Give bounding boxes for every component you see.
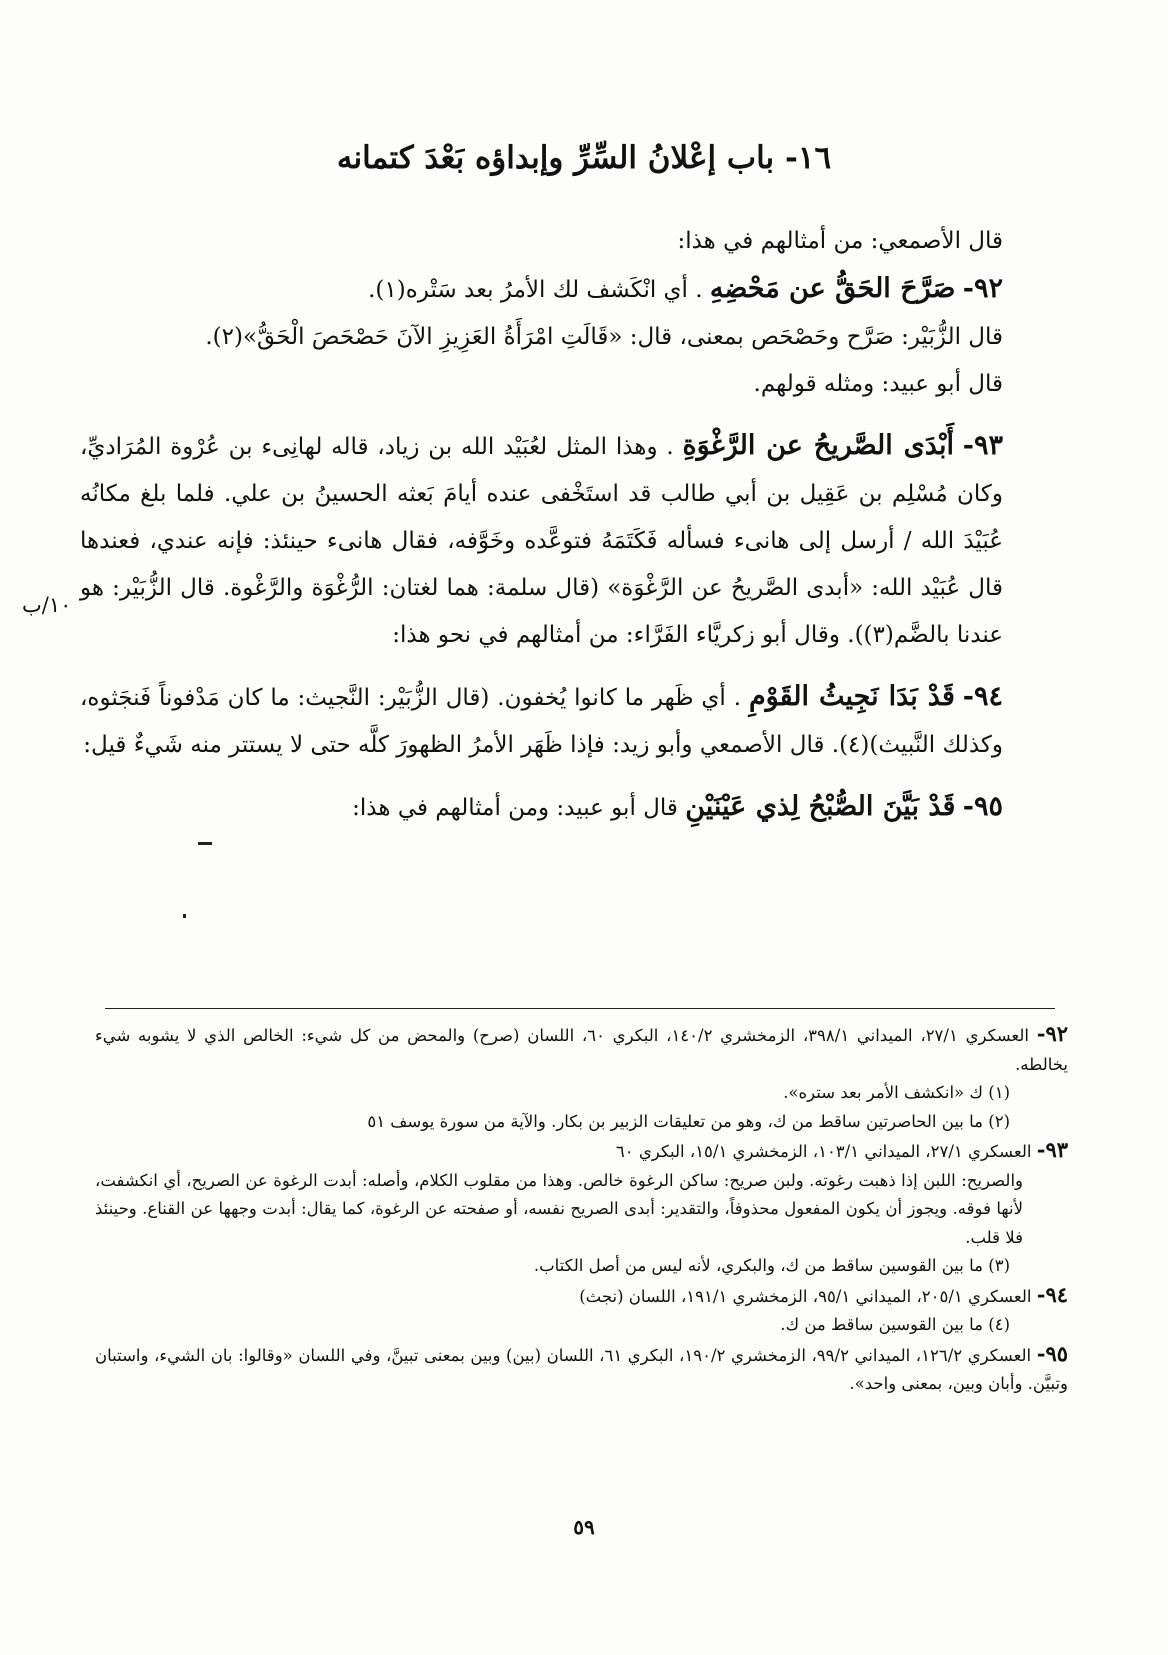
main-text bbox=[80, 218, 1003, 832]
note-93 bbox=[95, 1136, 1068, 1167]
footnotes bbox=[95, 1020, 1068, 1399]
note-93-3: (٣) ما بين القوسين ساقط من ك، والبكري، لأنه ليس من أصل الكتاب. bbox=[533, 1256, 1010, 1275]
note-93-body: والصريح: اللبن إذا ذهبت رغوته. ولبن صريح: ساكن الرغوة خالص. وهذا من مقلوب الكلام، وأصله: أبدت الرغوة عن الصريح، أي انكشفت، لأنها فوقه. ويجوز أن يكون المفعول محذوفاً، والتقدير: أبدى الصريح نفسه، أو صفحته عن الرغوة، كما يقال: أبدت وجهها عن القناع. وحينئذ فلا قلب. bbox=[95, 1170, 1023, 1247]
note-text: العسكري ٢٧/١، الميداني ٣٩٨/١، الزمخشري ١٤٠/٢، البكري ٦٠، اللسان (صرح) والمحض من كل شيء: الخالص الذي لا يشوبه شيء يخالطه. bbox=[95, 1026, 1068, 1074]
note-94 bbox=[95, 1281, 1068, 1312]
abu-ubayd-comment: قال أبو عبيد: ومثله قولهم. bbox=[753, 371, 1003, 397]
page-number: ٥٩ bbox=[573, 1515, 595, 1539]
note-text: العسكري ٢٠٥/١، الميداني ٩٥/١، الزمخشري ١٩١/١، اللسان (نجث) bbox=[579, 1286, 1032, 1306]
entry-text: . أي انْكَشف لك الأمرُ بعد سَتْره(١). bbox=[368, 277, 703, 303]
note-95 bbox=[95, 1340, 1068, 1399]
ink-mark bbox=[183, 914, 186, 918]
note-text: العسكري ١٢٦/٢، الميداني ٩٩/٢، الزمخشري ١٩٠/٢، البكري ٦١، اللسان (بين) وبين بمعنى تبينَّ، وفي اللسان «وقالوا: بان الشيء، واستبان وتبيَّن. وأبان وبين، بمعنى واحد». bbox=[95, 1345, 1068, 1393]
note-number: ٩٢- bbox=[1036, 1021, 1069, 1046]
entry-number: ٩٥- bbox=[962, 791, 1003, 822]
entry-text: قال أبو عبيد: ومن أمثالهم في هذا: bbox=[352, 795, 678, 821]
note-number: ٩٤- bbox=[1036, 1281, 1068, 1307]
entry-94 bbox=[80, 673, 1003, 769]
note-number: ٩٥- bbox=[1036, 1340, 1069, 1366]
proverb: أَبْدَى الصَّريحُ عن الرَّغْوَةِ bbox=[682, 430, 954, 461]
entry-number: ٩٣- bbox=[962, 430, 1004, 461]
entry-text: . أي ظَهر ما كانوا يُخفون. (قال الزُّبَيْر: النَّجيث: ما كان مَدْفوناً فَنجَثوه، وكذلك النَّبيث)(٤). قال الأصمعي وأبو زيد: فإذا ظَهَر الأمرُ الظهورَ كلَّه حتى لا يستتر منه شَيءٌ قيل: bbox=[80, 685, 1003, 758]
note-92-1: (١) ك «انكشف الأمر بعد ستره». bbox=[783, 1083, 1010, 1102]
chapter-title: ١٦- باب إعْلانُ السِّرِّ وإبداؤه بَعْدَ كتمانه bbox=[336, 140, 832, 176]
entry-93 bbox=[80, 422, 1003, 659]
ink-mark bbox=[198, 842, 212, 845]
note-text: العسكري ٢٧/١، الميداني ١٠٣/١، الزمخشري ١٥/١، البكري ٦٠ bbox=[615, 1142, 1032, 1161]
note-94-4: (٤) ما بين القوسين ساقط من ك. bbox=[780, 1315, 1010, 1334]
margin-folio-note: ١٠/ب bbox=[22, 593, 72, 617]
proverb: قَدْ بَدَا نَجِيثُ القَوْمِ bbox=[748, 681, 955, 712]
proverb: صَرَّحَ الحَقُّ عن مَحْضِهِ bbox=[709, 273, 956, 304]
intro-line: قال الأصمعي: من أمثالهم في هذا: bbox=[677, 228, 1003, 254]
proverb: قَدْ بَيَّنَ الصُّبْحُ لِذي عَيْنَيْنِ bbox=[685, 791, 956, 822]
entry-number: ٩٤- bbox=[962, 681, 1003, 712]
entry-number: ٩٢- bbox=[962, 273, 1003, 304]
note-92 bbox=[95, 1020, 1068, 1079]
zubayr-comment: قال الزُّبَيْر: صَرَّح وحَصْحَص بمعنى، قال: «قَالَتِ امْرَأَةُ العَزِيزِ الآنَ حَصْحَصَ الْحَقُّ»(٢). bbox=[205, 324, 1003, 350]
entry-92 bbox=[80, 265, 1003, 314]
note-number: ٩٣- bbox=[1036, 1137, 1068, 1162]
entry-text: . وهذا المثل لعُبَيْد الله بن زياد، قاله لهانِىء بن عُرْوة المُرَاديِّ، وكان مُسْلِم بن عَقِيل بن أبي طالب قد استَخْفى عنده أيامَ بَعثه الحسينُ بن علي. فلما بلغ مكانُه عُبَيْدَ الله / أرسل إلى هانىء فسأله فَكَتَمَهُ فتوعَّده وخَوَّفه، فقال هانىء حينئذ: فإنه عندي، فعندها قال عُبَيْد الله: «أبدى الصَّريحُ عن الرَّغْوَة» (قال سلمة: هما لغتان: الرُّغْوَة والرَّغْوة. قال الزُّبَيْر: هو عندنا بالضَّم(٣)). وقال أبو زكريَّاء الفَرَّاء: من أمثالهم في نحو هذا: bbox=[80, 434, 1003, 648]
footnote-separator bbox=[105, 1008, 1055, 1009]
entry-95 bbox=[80, 783, 1003, 832]
note-92-2: (٢) ما بين الحاصرتين ساقط من ك، وهو من تعليقات الزبير بن بكار. والآية من سورة يوسف ٥١ bbox=[367, 1111, 1010, 1131]
